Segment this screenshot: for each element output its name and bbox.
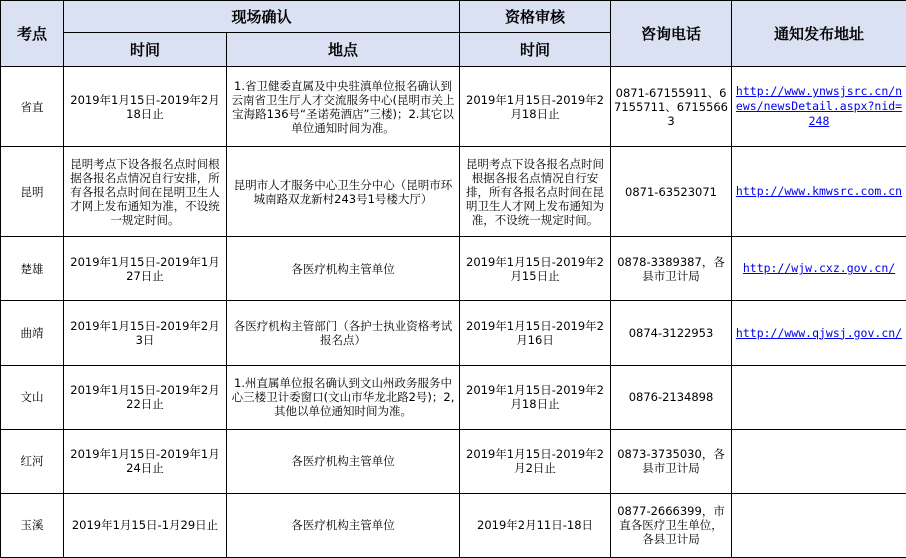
review-time-cell: 2019年2月11日-18日 — [460, 493, 611, 557]
site-cell: 省直 — [1, 67, 64, 147]
confirm-time-cell: 2019年1月15日-2019年2月22日止 — [64, 365, 227, 429]
review-time-cell: 昆明考点下设各报名点时间根据各报名点情况自行安排，所有各报名点时间在昆明卫生人才网上发布通知为准，不设统一规定时间。 — [460, 147, 611, 237]
site-cell: 昆明 — [1, 147, 64, 237]
review-time-cell: 2019年1月15日-2019年2月2日止 — [460, 429, 611, 493]
site-cell: 红河 — [1, 429, 64, 493]
confirm-time-cell: 2019年1月15日-2019年1月27日止 — [64, 237, 227, 301]
site-cell: 曲靖 — [1, 301, 64, 365]
site-cell: 楚雄 — [1, 237, 64, 301]
header-review-time: 时间 — [460, 33, 611, 67]
confirm-place-cell: 各医疗机构主管单位 — [227, 429, 460, 493]
table-row — [1, 365, 906, 429]
url-cell — [732, 493, 906, 557]
confirm-time-cell: 2019年1月15日-2019年1月24日止 — [64, 429, 227, 493]
header-exam-site: 考点 — [1, 1, 64, 67]
notice-link[interactable]: http://www.ynwsjsrc.cn/news/newsDetail.aspx?nid=248 — [735, 84, 903, 129]
url-cell — [732, 67, 906, 147]
url-cell — [732, 365, 906, 429]
header-notice-url: 通知发布地址 — [732, 1, 906, 67]
notice-link[interactable]: http://www.qjwsj.gov.cn/ — [735, 325, 903, 340]
table-row — [1, 493, 906, 557]
table-row — [1, 147, 906, 237]
phone-cell: 0876-2134898 — [611, 365, 732, 429]
table-row — [1, 237, 906, 301]
header-onsite-confirm: 现场确认 — [64, 1, 460, 33]
site-cell: 玉溪 — [1, 493, 64, 557]
confirm-place-cell: 1.州直属单位报名确认到文山州政务服务中心三楼卫计委窗口(文山市华龙北路2号)；2,其他以单位通知时间为准。 — [227, 365, 460, 429]
confirm-time-cell: 2019年1月15日-2019年2月3日 — [64, 301, 227, 365]
confirm-time-cell: 2019年1月15日-1月29日止 — [64, 493, 227, 557]
review-time-cell: 2019年1月15日-2019年2月15日止 — [460, 237, 611, 301]
table-row — [1, 301, 906, 365]
confirm-place-cell: 各医疗机构主管部门（各护士执业资格考试报名点） — [227, 301, 460, 365]
confirm-place-cell: 昆明市人才服务中心卫生分中心（昆明市环城南路双龙新村243号1号楼大厅） — [227, 147, 460, 237]
table-row — [1, 67, 906, 147]
review-time-cell: 2019年1月15日-2019年2月16日 — [460, 301, 611, 365]
phone-cell: 0873-3735030，各县市卫计局 — [611, 429, 732, 493]
url-cell — [732, 429, 906, 493]
url-cell — [732, 237, 906, 301]
confirm-place-cell: 各医疗机构主管单位 — [227, 237, 460, 301]
phone-cell: 0878-3389387，各县市卫计局 — [611, 237, 732, 301]
table-row — [1, 429, 906, 493]
header-row-top — [1, 1, 906, 33]
confirm-time-cell: 2019年1月15日-2019年2月18日止 — [64, 67, 227, 147]
header-confirm-time: 时间 — [64, 33, 227, 67]
phone-cell: 0871-67155911、67155711、67155663 — [611, 67, 732, 147]
review-time-cell: 2019年1月15日-2019年2月18日止 — [460, 67, 611, 147]
phone-cell: 0877-2666399，市直各医疗卫生单位，各县卫计局 — [611, 493, 732, 557]
confirm-place-cell: 各医疗机构主管单位 — [227, 493, 460, 557]
site-cell: 文山 — [1, 365, 64, 429]
url-cell — [732, 301, 906, 365]
phone-cell: 0874-3122953 — [611, 301, 732, 365]
header-phone: 咨询电话 — [611, 1, 732, 67]
notice-link[interactable]: http://www.kmwsrc.com.cn — [735, 184, 903, 199]
notice-link[interactable]: http://wjw.cxz.gov.cn/ — [742, 261, 896, 276]
url-cell — [732, 147, 906, 237]
header-confirm-location: 地点 — [227, 33, 460, 67]
review-time-cell: 2019年1月15日-2019年2月18日止 — [460, 365, 611, 429]
confirm-place-cell: 1.省卫健委直属及中央驻滇单位报名确认到云南省卫生厅人才交流服务中心(昆明市关上宝海路136号“圣诺苑酒店”三楼)；2.其它以单位通知时间为准。 — [227, 67, 460, 147]
phone-cell: 0871-63523071 — [611, 147, 732, 237]
confirm-time-cell: 昆明考点下设各报名点时间根据各报名点情况自行安排，所有各报名点时间在昆明卫生人才网上发布通知为准，不设统一规定时间。 — [64, 147, 227, 237]
header-qualification-review: 资格审核 — [460, 1, 611, 33]
